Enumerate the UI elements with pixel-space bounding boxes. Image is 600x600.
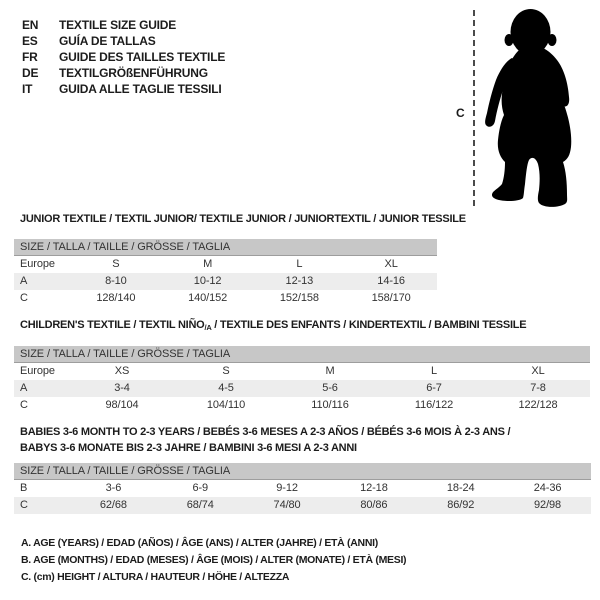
- language-title: TEXTILE SIZE GUIDE: [59, 18, 177, 32]
- babies-title-line2: BABYS 3-6 MONATE BIS 2-3 JAHRE / BAMBINI 3-6 MESI A 2-3 ANNI: [20, 442, 357, 454]
- babies-title-line1: BABIES 3-6 MONTH TO 2-3 YEARS / BEBÉS 3-6 MESES A 2-3 AÑOS / BÉBÉS 3-6 MOIS À 2-3 ANS /: [20, 426, 511, 438]
- height-measure-dashed-line: [473, 10, 475, 206]
- value-cell: 74/80: [273, 499, 301, 511]
- value-cell: 128/140: [96, 292, 136, 304]
- language-code: DE: [22, 66, 39, 80]
- footnote-list: [21, 535, 406, 586]
- size-cell: M: [203, 258, 213, 270]
- language-row-en: [22, 17, 225, 33]
- children-title-subscript: /A: [204, 323, 212, 332]
- table-row: [14, 363, 590, 380]
- size-cell: XL: [531, 365, 545, 377]
- table-row: [14, 256, 437, 273]
- value-cell: 122/128: [518, 399, 558, 411]
- value-cell: 62/68: [99, 499, 127, 511]
- row-label: Europe: [20, 258, 55, 270]
- size-cell: M: [325, 365, 335, 377]
- size-cell: L: [296, 258, 303, 270]
- value-cell: 9-12: [276, 482, 298, 494]
- size-header-bar: SIZE / TALLA / TAILLE / GRÖSSE / TAGLIA: [14, 239, 437, 256]
- value-cell: 14-16: [377, 275, 405, 287]
- language-row-es: [22, 33, 225, 49]
- value-cell: 110/116: [311, 399, 349, 411]
- size-cell: S: [112, 258, 120, 270]
- height-measure-label: C: [456, 106, 465, 120]
- table-row: [14, 380, 590, 397]
- language-row-it: [22, 81, 225, 97]
- value-cell: 3-4: [114, 382, 130, 394]
- value-cell: 68/74: [186, 499, 214, 511]
- size-cell: S: [222, 365, 230, 377]
- children-title-suffix: / TEXTILE DES ENFANTS / KINDERTEXTIL / BAMBINI TESSILE: [211, 319, 527, 331]
- size-cell: XL: [384, 258, 398, 270]
- footnote-a: A. AGE (YEARS) / EDAD (AÑOS) / ÂGE (ANS) / ALTER (JAHRE) / ETÀ (ANNI): [21, 537, 378, 549]
- babies-size-table: [14, 463, 591, 514]
- junior-size-table: [14, 239, 437, 307]
- value-cell: 152/158: [279, 292, 319, 304]
- language-title-list: [22, 17, 225, 97]
- children-table-title: [20, 318, 526, 335]
- value-cell: 104/110: [206, 399, 246, 411]
- value-cell: 10-12: [193, 275, 222, 287]
- row-label: C: [20, 399, 28, 411]
- language-row-fr: [22, 49, 225, 65]
- language-code: FR: [22, 50, 38, 64]
- language-title: GUIDA ALLE TAGLIE TESSILI: [59, 82, 222, 96]
- row-label: A: [20, 382, 28, 394]
- value-cell: 92/98: [534, 499, 562, 511]
- value-cell: 12-18: [360, 482, 388, 494]
- value-cell: 12-13: [285, 275, 314, 287]
- row-label: B: [20, 482, 28, 494]
- table-row: [14, 497, 591, 514]
- row-label: C: [20, 292, 28, 304]
- table-row: [14, 480, 591, 497]
- footnote-b: B. AGE (MONTHS) / EDAD (MESES) / ÂGE (MOIS) / ALTER (MONATE) / ETÀ (MESI): [21, 554, 407, 566]
- value-cell: 98/104: [105, 399, 139, 411]
- children-title-prefix: CHILDREN'S TEXTILE / TEXTIL NIÑO: [20, 319, 205, 331]
- table-row: [14, 290, 437, 307]
- value-cell: 158/170: [371, 292, 411, 304]
- row-label: C: [20, 499, 28, 511]
- value-cell: 18-24: [446, 482, 475, 494]
- footnote-c: C. (cm) HEIGHT / ALTURA / HAUTEUR / HÖHE / ALTEZZA: [21, 571, 290, 583]
- value-cell: 140/152: [188, 292, 228, 304]
- language-title: GUÍA DE TALLAS: [59, 34, 156, 48]
- language-code: IT: [22, 82, 33, 96]
- size-cell: XS: [114, 365, 130, 377]
- size-cell: L: [430, 365, 438, 377]
- value-cell: 6-7: [426, 382, 442, 394]
- value-cell: 116/122: [414, 399, 454, 411]
- junior-table-title: JUNIOR TEXTILE / TEXTIL JUNIOR/ TEXTILE JUNIOR / JUNIORTEXTIL / JUNIOR TESSILE: [20, 213, 466, 225]
- value-cell: 80/86: [360, 499, 388, 511]
- value-cell: 4-5: [218, 382, 234, 394]
- language-code: EN: [22, 18, 39, 32]
- value-cell: 24-36: [533, 482, 562, 494]
- value-cell: 8-10: [105, 275, 127, 287]
- value-cell: 5-6: [322, 382, 338, 394]
- value-cell: 86/92: [447, 499, 475, 511]
- value-cell: 7-8: [530, 382, 546, 394]
- baby-silhouette-icon: [479, 3, 597, 211]
- size-header-bar: SIZE / TALLA / TAILLE / GRÖSSE / TAGLIA: [14, 463, 591, 480]
- table-row: [14, 397, 590, 414]
- language-code: ES: [22, 34, 38, 48]
- babies-table-title: [20, 424, 510, 456]
- language-title: TEXTILGRÖßENFÜHRUNG: [59, 66, 208, 80]
- row-label: Europe: [20, 365, 55, 377]
- size-header-bar: SIZE / TALLA / TAILLE / GRÖSSE / TAGLIA: [14, 346, 590, 363]
- language-title: GUIDE DES TAILLES TEXTILE: [59, 50, 226, 64]
- children-size-table: [14, 346, 590, 414]
- language-row-de: [22, 65, 225, 81]
- value-cell: 3-6: [105, 482, 122, 494]
- row-label: A: [20, 275, 28, 287]
- table-row: [14, 273, 437, 290]
- value-cell: 6-9: [192, 482, 209, 494]
